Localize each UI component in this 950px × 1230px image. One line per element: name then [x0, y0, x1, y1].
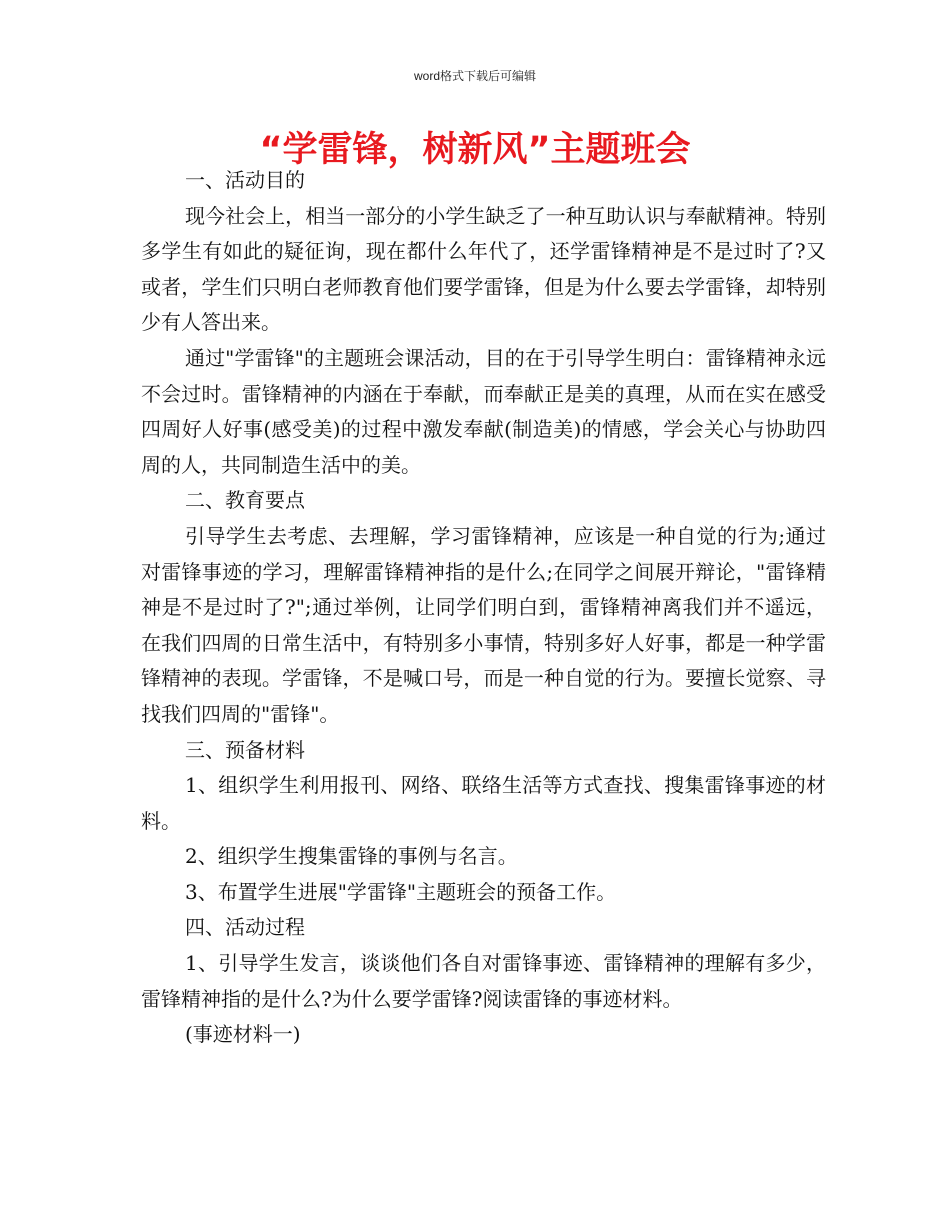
header-note: word格式下载后可编辑	[413, 69, 536, 83]
list-item: 1、组织学生利用报刊、网络、联络生活等方式查找、搜集雷锋事迹的材料。	[141, 773, 826, 833]
section-heading-process: 四、活动过程	[185, 915, 305, 940]
section-heading-purpose: 一、活动目的	[185, 168, 305, 192]
list-item: 3、布置学生进展"学雷锋"主题班会的预备工作。	[185, 879, 617, 904]
document-body	[141, 163, 826, 1053]
page-title: “学雷锋，树新风”主题班会	[259, 130, 691, 170]
paragraph: 现今社会上，相当一部分的小学生缺乏了一种互助认识与奉献精神。特别多学生有如此的疑征询，现在都什么年代了，还学雷锋精神是不是过时了?又或者，学生们只明白老师教育他们要学雷锋，但是为什么要去学雷锋，却特别少有人答出来。	[141, 203, 826, 335]
list-item: 1、引导学生发言，谈谈他们各自对雷锋事迹、雷锋精神的理解有多少，雷锋精神指的是什么?为什么要学雷锋?阅读雷锋的事迹材料。	[141, 951, 826, 1011]
paragraph: 通过"学雷锋"的主题班会课活动，目的在于引导学生明白：雷锋精神永远不会过时。雷锋精神的内涵在于奉献，而奉献正是美的真理，从而在实在感受四周好人好事(感受美)的过程中激发奉献(制造美)的情感，学会关心与协助四周的人，共同制造生活中的美。	[141, 345, 826, 477]
paragraph: 引导学生去考虑、去理解，学习雷锋精神，应该是一种自觉的行为;通过对雷锋事迹的学习，理解雷锋精神指的是什么;在同学之间展开辩论，"雷锋精神是不是过时了?";通过举例，让同学们明白到，雷锋精神离我们并不遥远，在我们四周的日常生活中，有特别多小事情，特别多好人好事，都是一种学雷锋精神的表现。学雷锋，不是喊口号，而是一种自觉的行为。要擅长觉察、寻找我们四周的"雷锋"。	[141, 523, 826, 726]
section-heading-key-points: 二、教育要点	[185, 488, 305, 513]
list-item: 2、组织学生搜集雷锋的事例与名言。	[185, 844, 518, 869]
section-heading-materials: 三、预备材料	[185, 737, 305, 762]
paragraph: (事迹材料一)	[185, 1022, 301, 1047]
